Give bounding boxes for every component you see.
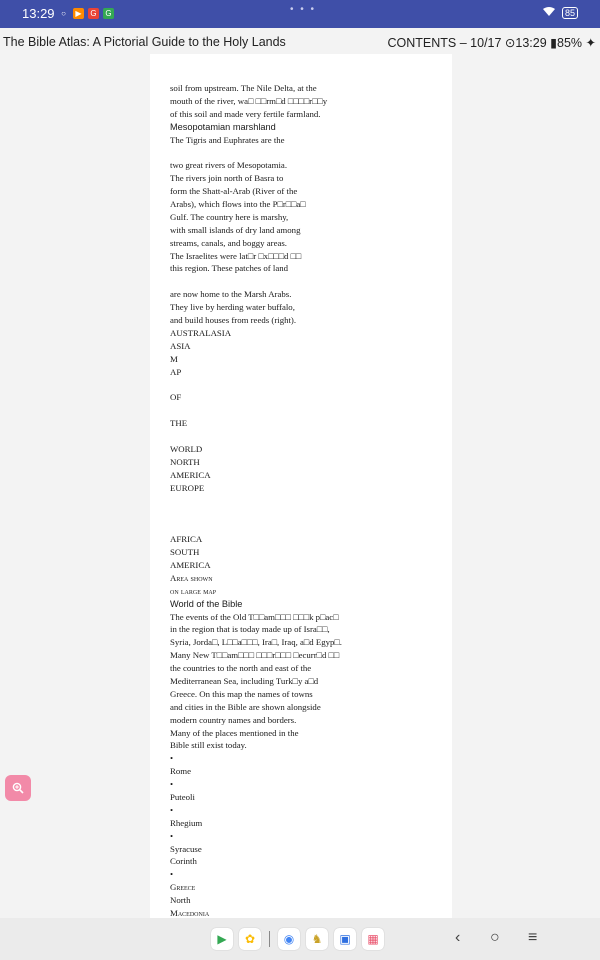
notification-icons — [58, 8, 114, 19]
text-line: Corinth — [170, 856, 197, 867]
text-line: AFRICA — [170, 534, 203, 545]
text-line: Rome — [170, 766, 192, 777]
text-line: Puteoli — [170, 791, 195, 802]
text-line: Bible still exist today. — [170, 740, 247, 751]
text-line: • — [170, 804, 174, 815]
page-text — [170, 82, 440, 920]
text-line — [170, 275, 440, 288]
text-line: mouth of the river, wa□ □□rm□d □□□□r□□y — [170, 95, 328, 106]
text-line: this region. These patches of land — [170, 263, 289, 274]
dock-divider — [269, 931, 270, 947]
text-line: Gulf. The country here is marshy, — [170, 211, 289, 222]
text-line: World of the Bible — [170, 598, 243, 609]
text-line: AP — [170, 366, 182, 377]
text-line: streams, canals, and boggy areas. — [170, 237, 288, 248]
book-title: The Bible Atlas: A Pictorial Guide to the Holy Lands — [3, 35, 286, 49]
text-line: AUSTRALASIA — [170, 327, 232, 338]
text-line: • — [170, 869, 174, 880]
play-icon: ▶ — [73, 8, 84, 19]
text-line: The rivers join north of Basra to — [170, 173, 284, 184]
home-button[interactable]: ○ — [490, 929, 500, 946]
text-line: with small islands of dry land among — [170, 224, 301, 235]
text-line: OF — [170, 392, 182, 403]
zoom-button[interactable] — [5, 775, 31, 801]
text-line: They live by herding water buffalo, — [170, 302, 295, 313]
text-line: two great rivers of Mesopotamia. — [170, 160, 288, 171]
google-icon: G — [88, 8, 99, 19]
back-button[interactable]: ‹ — [455, 929, 461, 946]
text-line: The Israelites were lat□r □x□□□d □□ — [170, 250, 302, 261]
text-line: AMERICA — [170, 559, 211, 570]
play-store-icon[interactable]: ▶ — [211, 928, 233, 950]
apps-icon[interactable]: ▦ — [362, 928, 384, 950]
text-line: Many of the places mentioned in the — [170, 727, 299, 738]
status-bar — [0, 0, 600, 28]
text-line: Mediterranean Sea, including Turk□y a□d — [170, 675, 319, 686]
text-line: modern country names and borders. — [170, 714, 297, 725]
menu-dots-icon[interactable]: • • • — [290, 4, 317, 15]
status-time: 13:29 — [22, 6, 55, 21]
navigation-bar — [0, 918, 600, 960]
text-line: Arabs), which flows into the P□r□□a□ — [170, 199, 306, 210]
photos-icon[interactable]: ✿ — [239, 928, 261, 950]
wifi-icon — [542, 6, 556, 20]
text-line: form the Shatt-al-Arab (River of the — [170, 186, 298, 197]
text-line: • — [170, 779, 174, 790]
book-page[interactable] — [150, 54, 452, 918]
text-line: are now home to the Marsh Arabs. — [170, 289, 292, 300]
system-indicators — [542, 6, 578, 20]
text-line — [170, 404, 440, 417]
text-line: ASIA — [170, 340, 191, 351]
text-line — [170, 495, 440, 508]
app-dock — [211, 928, 384, 950]
text-line: AMERICA — [170, 469, 211, 480]
text-line: in the region that is today made up of Isra□□, — [170, 624, 330, 635]
text-line — [170, 507, 440, 520]
text-line: THE — [170, 418, 188, 429]
text-line: SOUTH — [170, 547, 200, 558]
sync-icon: ○ — [61, 9, 66, 18]
text-line: WORLD — [170, 443, 203, 454]
text-line: M — [170, 353, 178, 364]
text-line: on large map — [170, 585, 217, 596]
reader-status[interactable]: CONTENTS – 10/17 ⊙13:29 ▮85% ✦ — [387, 36, 596, 50]
text-line: The Tigris and Euphrates are the — [170, 134, 285, 145]
text-line: EUROPE — [170, 482, 205, 493]
chrome-icon[interactable]: ◉ — [278, 928, 300, 950]
gallery-icon[interactable]: ▣ — [334, 928, 356, 950]
text-line: Macedonia — [170, 908, 210, 918]
text-line — [170, 520, 440, 533]
text-line: and build houses from reeds (right). — [170, 315, 297, 326]
reader-header — [0, 28, 600, 54]
text-line: Rhegium — [170, 817, 203, 828]
google-icon: G — [103, 8, 114, 19]
text-line — [170, 146, 440, 159]
text-line: soil from upstream. The Nile Delta, at the — [170, 83, 317, 93]
text-line: Mesopotamian marshland — [170, 121, 276, 132]
game-icon[interactable]: ♞ — [306, 928, 328, 950]
zoom-in-icon — [12, 782, 24, 794]
text-line: North — [170, 895, 191, 906]
text-line: • — [170, 753, 174, 764]
text-line: Syracuse — [170, 843, 202, 854]
text-line: • — [170, 830, 174, 841]
text-line: NORTH — [170, 456, 200, 467]
text-line: the countries to the north and east of the — [170, 663, 312, 674]
text-line: Area shown — [170, 572, 213, 583]
recents-button[interactable]: ≡ — [528, 929, 538, 946]
text-line: of this soil and made very fertile farmland. — [170, 108, 321, 119]
text-line: Syria, Jorda□, L□□a□□□, Ira□, Iraq, a□d Egyp□. — [170, 637, 342, 648]
text-line: Greece. On this map the names of towns — [170, 688, 313, 699]
text-line: Many New T□□am□□□ □□□r□□□ □ecurr□d □□ — [170, 650, 340, 661]
text-line: Greece — [170, 882, 196, 893]
battery-icon: 85 — [562, 7, 578, 19]
text-line: and cities in the Bible are shown alongside — [170, 701, 321, 712]
text-line: The events of the Old T□□am□□□ □□□k p□ac□ — [170, 611, 339, 622]
text-line — [170, 378, 440, 391]
text-line — [170, 430, 440, 443]
